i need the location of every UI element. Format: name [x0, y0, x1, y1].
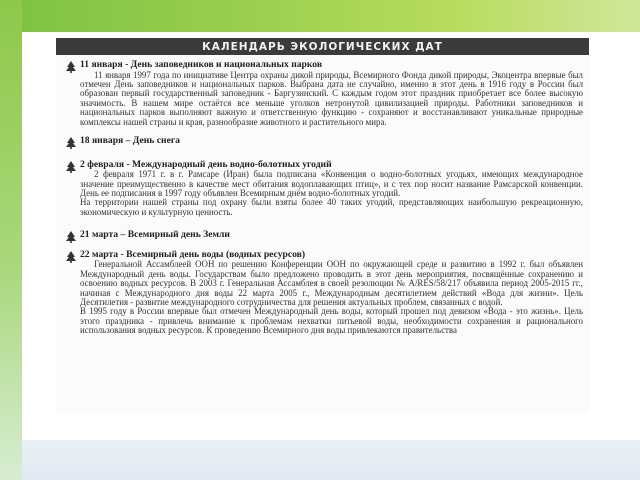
- top-green-band: [0, 0, 640, 32]
- fir-tree-icon: [66, 61, 76, 73]
- entry-paragraph: Генеральной Ассамблеей ООН по решению Конференции ООН по окружающей среде и развитию в 1992 г. был объявлен Международный день воды. Государствам было предложено проводить в этот день мероприятия, посвящённые сохранению и освоению водных ресурсов. В 2003 г. Генеральная Ассамблея в своей резолюции № A/RES/58/217 объявила период 2005-2015 гг., начиная с Международного дня воды 22 марта 2005 г., Международным десятилетием действий «Вода для жизни». Цель Десятилетия - развитие международного сотрудничества для решения актуальных проблем, связанных с водой.: [80, 259, 583, 308]
- entry-title: 18 января – День снега: [80, 135, 180, 147]
- calendar-entry: [66, 60, 583, 127]
- entry-paragraph: 2 февраля 1971 г. в г. Рамсаре (Иран) была подписана «Конвенция о водно-болотных угодьях, имеющих международное значение преимущественно в качестве мест обитания водоплавающих птиц», и с тех пор носит название Рамсарской конвенции. День ее подписания в 1997 году объявлен Всемирным днём водно-болотных угодий.: [80, 169, 583, 199]
- fir-tree-icon: [66, 251, 76, 263]
- calendar-entry: [66, 230, 583, 241]
- fir-tree-icon: [66, 161, 76, 173]
- calendar-header: КАЛЕНДАРЬ ЭКОЛОГИЧЕСКИХ ДАТ: [56, 38, 589, 55]
- left-green-band: [0, 0, 22, 480]
- entry-title: 2 февраля - Международный день водно-болотных угодий: [80, 158, 332, 170]
- scanned-calendar-page: [56, 38, 589, 413]
- entry-paragraph: 11 января 1997 года по инициативе Центра охраны дикой природы, Всемирного Фонда дикой природы, Экоцентра впервые был отмечен День заповедников и национальных парков. Выбрана дата не случайно, именно в этот день в 1916 году в России был образован первый государственный заповедник - Баргузинский. С каждым годом этот праздник приобретает все более высокую значимость. В нашем мире остаётся все меньше уголков нетронутой цивилизацией природы. Работники заповедников и национальных парков выполняют важную и ответственную функцию - сохраняют и восстанавливают уникальные природные комплексы нашей страны и края, разнообразие животного и растительного мира.: [80, 69, 583, 127]
- calendar-entry: [66, 250, 583, 336]
- fir-tree-icon: [66, 231, 76, 243]
- fir-tree-icon: [66, 137, 76, 149]
- entry-paragraph: В 1995 году в России впервые был отмечен Международный день воды, который прошел под девизом «Вода - это жизнь». Цель этого праздника - привлечь внимание к проблемам нехватки питьевой воды, необходимости сохранения и рационального использования водных ресурсов. К проведению Всемирного дня воды привлекаются правительства: [80, 306, 583, 336]
- calendar-content: [56, 55, 589, 336]
- entry-title: 11 января - День заповедников и национальных парков: [80, 59, 323, 70]
- calendar-entry: [66, 136, 583, 147]
- entry-title: 21 марта – Всемирный день Земли: [80, 229, 230, 241]
- entry-title: 22 марта - Всемирный день воды (водных ресурсов): [80, 248, 306, 260]
- calendar-entry: [66, 160, 583, 218]
- bottom-pale-band: [22, 440, 640, 480]
- entry-paragraph: На территории нашей страны под охрану были взяты более 40 таких угодий, представляющих наибольшую рекреационную, экономическую и культурную ценность.: [80, 197, 583, 217]
